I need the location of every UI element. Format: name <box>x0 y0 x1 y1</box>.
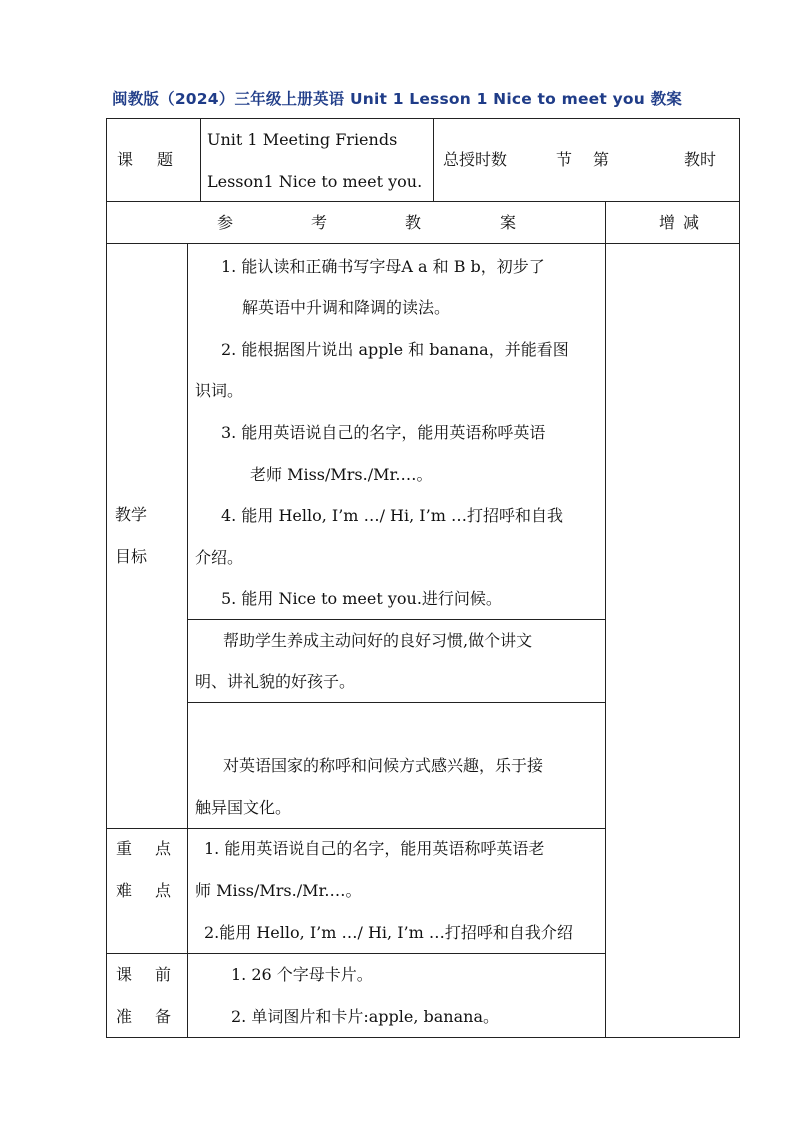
unit-title: Unit 1 Meeting Friends <box>207 130 398 149</box>
adjust-char-2: 减 <box>683 213 700 232</box>
plan-char-3: 教 <box>405 213 422 232</box>
adjust-header-cell <box>605 201 740 244</box>
culture-line-2: 触异国文化。 <box>195 798 292 817</box>
preparation-cell <box>187 953 606 1038</box>
objective-1-line-2: 解英语中升调和降调的读法。 <box>242 298 451 317</box>
topic-value-cell <box>200 118 434 202</box>
habit-line-2: 明、讲礼貌的好孩子。 <box>195 672 356 691</box>
plan-header-cell <box>106 201 606 244</box>
culture-line-1: 对英语国家的称呼和问候方式感兴趣，乐于接 <box>223 756 544 775</box>
key-point-2: 2.能用 Hello, I’m …/ Hi, I’m …打招呼和自我介绍 <box>204 923 573 942</box>
objective-4-line-1: 4. 能用 Hello, I’m …/ Hi, I’m …打招呼和自我 <box>221 506 563 525</box>
adjust-column-cell <box>605 243 740 1038</box>
hours-cell <box>433 118 740 202</box>
habit-line-1: 帮助学生养成主动问好的良好习惯,做个讲文 <box>223 631 533 650</box>
prep-label-b1: 准 <box>116 1007 133 1026</box>
objectives-label-cell <box>106 243 188 829</box>
adjust-char-1: 增 <box>659 213 676 232</box>
topic-label-1: 课 <box>117 150 134 169</box>
order-label: 第 <box>593 150 610 169</box>
period-label: 教时 <box>684 150 717 169</box>
objectives-habit-cell <box>187 619 606 703</box>
page-title: 闽教版（2024）三年级上册英语 Unit 1 Lesson 1 Nice to meet you 教案 <box>112 90 682 108</box>
objectives-label-2: 目标 <box>115 547 148 566</box>
objective-2-line-1: 2. 能根据图片说出 apple 和 banana，并能看图 <box>221 340 569 359</box>
key-point-1-line-1: 1. 能用英语说自己的名字，能用英语称呼英语老 <box>204 839 545 858</box>
key-point-1-line-2: 师 Miss/Mrs./Mr.…。 <box>195 881 362 900</box>
objective-5-line-1: 5. 能用 Nice to meet you.进行问候。 <box>221 589 502 608</box>
objective-1-line-1: 1. 能认读和正确书写字母A a 和 B b，初步了 <box>221 257 545 276</box>
prep-item-1: 1. 26 个字母卡片。 <box>231 965 373 984</box>
key-label-a2: 点 <box>155 839 172 858</box>
key-label-b2: 点 <box>155 881 172 900</box>
key-points-cell <box>187 828 606 954</box>
key-label-a1: 重 <box>116 839 133 858</box>
objective-2-line-2: 识词。 <box>195 381 244 400</box>
topic-label-2: 题 <box>157 150 174 169</box>
plan-char-4: 案 <box>500 213 517 232</box>
lesson-title: Lesson1 Nice to meet you. <box>207 172 423 191</box>
plan-char-1: 参 <box>217 213 234 232</box>
key-points-label-cell <box>106 828 188 954</box>
prep-label-b2: 备 <box>155 1007 172 1026</box>
prep-label-a2: 前 <box>155 965 172 984</box>
objectives-label-1: 教学 <box>115 505 148 524</box>
prep-item-2: 2. 单词图片和卡片:apple, banana。 <box>231 1007 499 1026</box>
prep-label-a1: 课 <box>116 965 133 984</box>
objective-3-line-2: 老师 Miss/Mrs./Mr.…。 <box>250 465 433 484</box>
section-label: 节 <box>556 150 573 169</box>
objective-4-line-2: 介绍。 <box>195 548 244 567</box>
objective-3-line-1: 3. 能用英语说自己的名字，能用英语称呼英语 <box>221 423 546 442</box>
plan-char-2: 考 <box>311 213 328 232</box>
objectives-culture-cell <box>187 702 606 829</box>
total-hours-label: 总授时数 <box>443 150 508 169</box>
topic-label-cell <box>106 118 201 202</box>
objectives-knowledge-cell <box>187 243 606 620</box>
preparation-label-cell <box>106 953 188 1038</box>
key-label-b1: 难 <box>116 881 133 900</box>
